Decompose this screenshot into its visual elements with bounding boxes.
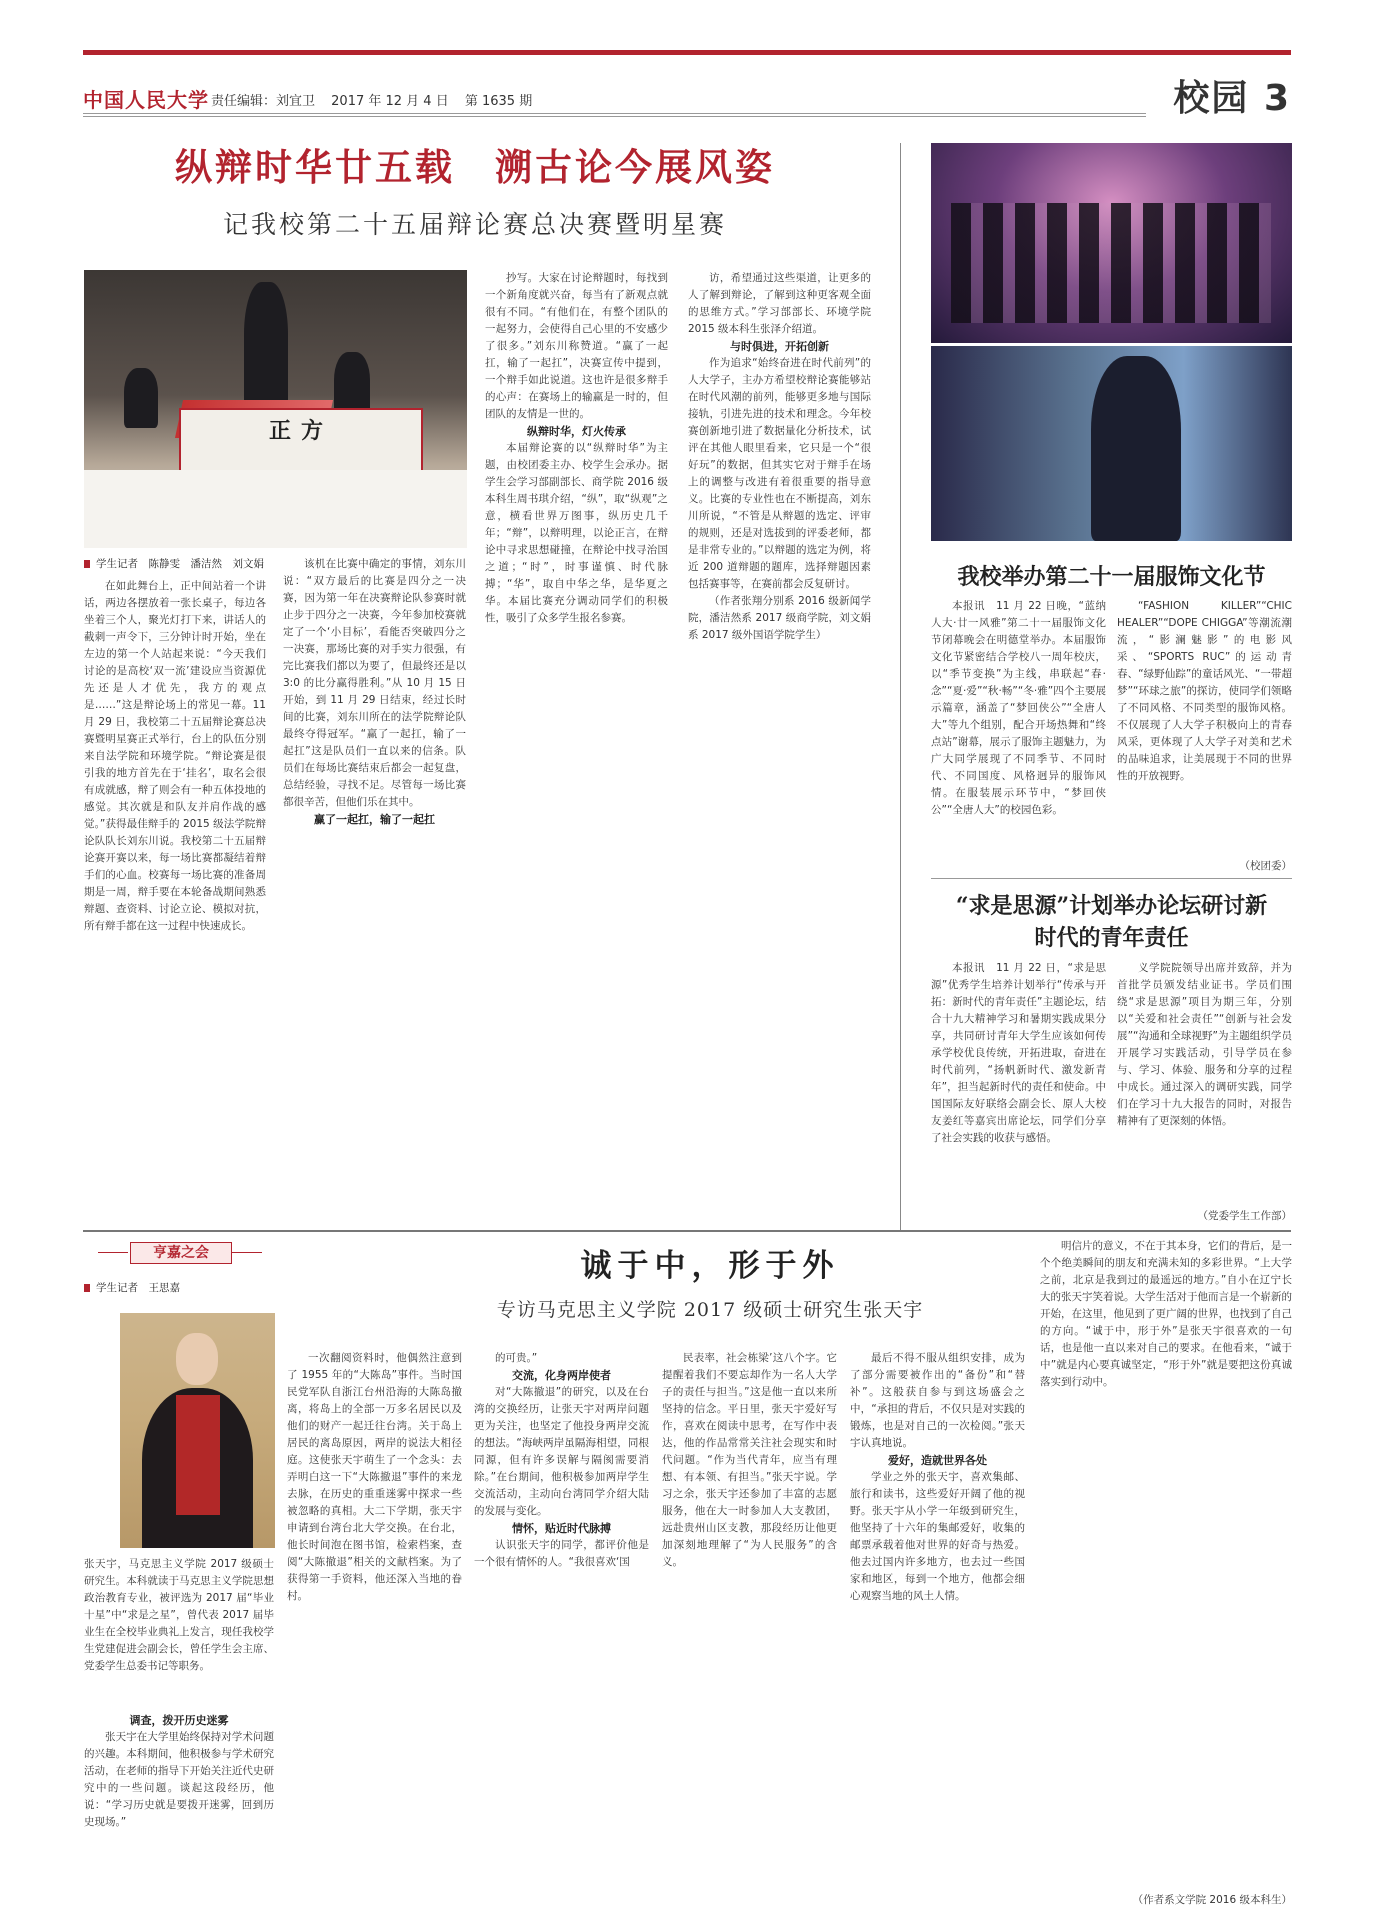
article3-title-line2: 时代的青年责任 (1034, 925, 1189, 951)
article4-col3 (474, 1350, 649, 1905)
article4-subhead-3: 情怀，贴近时代脉搏 (512, 1522, 611, 1535)
portrait-head (176, 1333, 218, 1385)
article1-col3 (485, 270, 668, 1228)
article1-col2 (283, 556, 466, 1228)
article4-col6-text: 明信片的意义，不在于其本身，它们的背后，是一个个绝美瞬间的朋友和充满未知的多彩世界。“上大学之前，北京是我到过的最遥远的地方。”自小在辽宁长大的张天宇笑着说。大学生活对于他而言是一个崭新的开始，在这里，他见到了更广阔的世界，也找到了自己的方向。“诚于中，形于外”是张天宇很喜欢的一句话，也是他一直以来对自己的要求。在他看来，“诚于中”就是内心要真诚坚定，“形于外”就是要把这份真诚落实到行动中。 (1040, 1240, 1292, 1388)
article3-title-line1: “求是思源”计划举办论坛研讨新 (955, 893, 1268, 919)
article3-col1-text: 本报讯 11 月 22 日，“求是思源”优秀学生培养计划举行“传承与开拓：新时代的青年责任”主题论坛，结合十九大精神学习和暑期实践成果分享，共同研讨青年大学生应该如何传承学校优良传统，开拓进取，奋进在时代前列，“扬帆新时代、激发新青年”，担当起新时代的责任和使命。中国国际友好联络会副会长、原人大校友姜红等嘉宾出席论坛，同学们分享了社会实践的收获与感悟。 (931, 962, 1106, 1144)
stage-table (84, 470, 467, 548)
article3-credit: （党委学生工作部） (1197, 1210, 1292, 1222)
article4-col6 (1040, 1238, 1292, 1888)
article4-subtitle: 专访马克思主义学院 2017 级硕士研究生张天宇 (496, 1299, 924, 1321)
article1-col1 (84, 578, 266, 1228)
article4-col4 (662, 1350, 837, 1905)
article4-col3b-text: 对“大陈撤退”的研究，以及在台湾的交换经历，让张天宇对两岸问题更为关注，也坚定了他投身两岸交流的想法。“海峡两岸虽隔海相望，同根同源，但有许多误解与隔阂需要消除。”在台期间，他积极参加两岸学生交流活动，主动向台湾同学介绍大陆的发展与变化。 (474, 1386, 649, 1517)
article1-credit: （作者张翔分别系 2016 级新闻学院，潘洁然系 2017 级商学院，刘文娟系 2017 级外国语学院学生） (688, 595, 871, 641)
masthead-meta (211, 90, 544, 109)
speaker-figure (244, 282, 288, 412)
article4-col1 (84, 1712, 274, 1902)
article1-col3-text: 抄写。大家在讨论辩题时，每找到一个新角度就兴奋，每当有了新观点就很有不同。“有他们在，有整个团队的一起努力，会使得自己心里的不安感少了很多。”刘东川称赞道。“赢了一起扛，输了一起扛”，决赛宣传中提到，一个辩手如此说道。这也许是很多辩手的心声：在赛场上的输赢是一时的，但团队的友情是一世的。 (485, 272, 668, 420)
article4-byline: 学生记者 王思嘉 (84, 1280, 180, 1295)
issue-date: 2017 年 12 月 4 日 (331, 94, 449, 109)
article2-col1 (931, 598, 1106, 870)
article1-subhead-3: 与时俱进，开拓创新 (730, 340, 829, 353)
article4-col5b-text: 学业之外的张天宇，喜欢集邮、旅行和读书，这些爱好开阔了他的视野。张天宇从小学一年级到研究生，他坚持了十六年的集邮爱好，收集的邮票承载着他对世界的好奇与热爱。他去过国内许多地方，也去过一些国家和地区，每到一个地方，他都会细心观察当地的风土人情。 (850, 1471, 1025, 1602)
portrait-photo (120, 1313, 275, 1548)
article4-col5-text: 最后不得不服从组织安排，成为了部分需要被作出的“备份”和“替补”。这般获自参与到这场盛会之中，“承担的背后，不仅只是对实践的锻炼，也是对自己的一次检阅。”张天宇认真地说。 (850, 1352, 1025, 1449)
article3-title (931, 890, 1292, 954)
masthead (83, 78, 1291, 118)
article4-col2-text: 一次翻阅资料时，他偶然注意到了 1955 年的“大陈岛”事件。当时国民党军队自浙江台州沿海的大陈岛撤离，将岛上的全部一万多名居民以及他们的财产一起迁往台湾。关于岛上居民的离岛原因，两岸的说法大相径庭。这使张天宇萌生了一个念头：去弄明白这一下“大陈撤退”事件的来龙去脉，在历史的重重迷雾中探求一些被忽略的真相。大二下学期，张天宇申请到台湾台北大学交换。在台北，他长时间泡在图书馆，检索档案，查阅“大陈撤退”相关的文献档案。为了获得第一手资料，他还深入当地的眷村。 (287, 1352, 462, 1602)
article2-title: 我校举办第二十一届服饰文化节 (957, 564, 1266, 590)
article1-col2-text: 该机在比赛中确定的事情，刘东川说：“双方最后的比赛是四分之一决赛，因为第一年在决赛辩论队参赛时就止步于四分之一决赛，今年参加校赛就定了一个‘小目标’，看能否突破四分之一决赛，那场比赛的对手实力很强，有完比赛我们都以为要了，但最终还是以 3:0 的比分赢得胜利。”从 10 月 15 日开始，到 11 月 29 日结束，经过长时间的比赛，刘东川所在的法学院辩论队最终夺得冠军。“赢了一起扛，输了一起扛”这是队员们一直以来的信条。队员们在每场比赛结束后都会一起复盘，总结经验，寻找不足。尽管每一场比赛都很辛苦，但他们乐在其中。 (283, 558, 466, 808)
column-tag-left-rule (98, 1252, 128, 1253)
article4-subhead-4: 爱好，造就世界各处 (888, 1454, 987, 1467)
column-tag (120, 1242, 240, 1264)
article4-col2 (287, 1350, 462, 1905)
newspaper-logo: 中国人民大学 (83, 88, 209, 112)
issue-number: 第 1635 期 (464, 94, 533, 109)
article1-subhead-2: 纵辩时华，灯火传承 (527, 425, 626, 438)
article4-col3c-text: 认识张天宇的同学，都评价他是一个很有情怀的人。“我很喜欢‘国 (474, 1539, 649, 1568)
editor-credit: 责任编辑：刘宜卫 (211, 94, 316, 109)
column-tag-right-rule (232, 1252, 262, 1253)
article4-col5 (850, 1350, 1025, 1905)
article3-col2-text: 义学院院领导出席并致辞，并为首批学员颁发结业证书。学员们围绕“求是思源”项目为期三年，分别以“关爱和社会责任”“创新与社会发展”“沟通和全球视野”为主题组织学员开展学习实践活动，引导学员在参与、学习、体验、服务和分享的过程中成长。通过深入的调研实践，同学们在学习十九大报告的同时，对报告精神有了更深刻的体悟。 (1117, 962, 1292, 1127)
article4-col3-text: 的可贵。” (495, 1352, 538, 1364)
article4-credit: （作者系文学院 2016 级本科生） (1132, 1894, 1292, 1906)
article4-col1-text: 张天宇在大学里始终保持对学术问题的兴趣。本科期间，他积极参与学术研究活动，在老师的指导下开始关注近代史研究中的一些问题。谈起这段经历，他说：“学习历史就是要拨开迷雾，回到历史现场。” (84, 1731, 274, 1828)
top-red-rule (83, 50, 1291, 55)
debate-photo (84, 270, 467, 548)
article1-subhead-1: 赢了一起扛，输了一起扛 (314, 813, 435, 826)
article2-col2-text: “FASHION KILLER”“CHIC HEALER”“DOPE CHIGGA”等潮流潮流，“影澜魅影”的电影风采、“SPORTS RUC”的运动青春、“绿野仙踪”的童话风光、“一带超梦”“环球之旅”的探访，使同学们领略了不同风格、不同类型的服饰风格。不仅展现了人大学子积极向上的青春风采，更体现了人大学子对美和艺术的品味追求，让美展现于不同的世界性的开放视野。 (1117, 600, 1292, 782)
article2-credit: （校团委） (1239, 860, 1292, 872)
portrait-caption: 张天宇，马克思主义学院 2017 级硕士研究生。本科就读于马克思主义学院思想政治教育专业，被评选为 2017 届“毕业十星”中“求是之星”，曾代表 2017 届毕业生在全校毕业典礼上发言，现任我校学生党建促进会副会长，曾任学生会主席、党委学生总委书记等职务。 (84, 1558, 274, 1672)
article3-col2 (1117, 960, 1292, 1205)
article4-subhead-2: 交流，化身两岸使者 (512, 1369, 611, 1382)
masthead-rule (83, 113, 1146, 114)
article2-col2 (1117, 598, 1292, 858)
article2-separator (931, 878, 1292, 879)
article1-col4-text: 访，希望通过这些渠道，让更多的人了解到辩论，了解到这种更客观全面的思维方式。”学习部部长、环境学院 2015 级本科生张泽介绍道。 (688, 272, 871, 335)
article3-col1 (931, 960, 1106, 1220)
article1-col1-text: 在如此舞台上，正中间站着一个讲话，两边各摆放着一张长桌子，每边各坐着三个人，聚光灯打下来，讲话人的截刺一声令下，三分钟计时开始，坐在左边的第一个人站起来说：“今天我们讨论的是高校‘双一流’建设应当资源优先还是人才优先，我方的观点是……”这是辩论场上的常见一幕。11 月 29 日，我校第二十五届辩论赛总决赛暨明星赛正式举行，台上的队伍分别来自法学院和环境学院。“辩论赛是很引我的地方首先在于‘挂名’，取名会很有成就感，辩了则会有一种五体投地的感觉。其次就是和队友并肩作战的感觉。”获得最佳辩手的 2015 级法学院辩论队队长刘东川说。我校第二十五届辩论赛开赛以来，每一场比赛都凝结着辩手们的心血。校赛每一场比赛的准备周期是一周，辩手要在本轮备战期间熟悉辩题、查资料、讨论立论、模拟对抗，所有辩手都在这一过程中快速成长。 (84, 580, 266, 932)
article1-byline: 学生记者 陈静雯 潘洁然 刘文娟 (84, 556, 264, 571)
article1-subtitle: 记我校第二十五届辩论赛总决赛暨明星赛 (222, 210, 727, 239)
debater-figure (124, 368, 158, 428)
article1-col3b-text: 本届辩论赛的以“纵辩时华”为主题，由校团委主办、校学生会承办。据学生会学习部副部长、商学院 2016 级本科生周书琪介绍，“纵”，取“纵观”之意，横看世界万图事，纵历史几千年；“辩”，以辩明理，以论正言，在辩论中寻求思想碰撞，在辩论中找寻治国之道；“时”，时事谨慎、时代脉搏；“华”，取自中华之华，是华夏之华。本届比赛充分调动同学们的积极性，吸引了众多学生报名参赛。 (485, 442, 668, 624)
model-figure (1091, 356, 1181, 541)
column-separator (900, 143, 901, 1231)
section-divider (83, 1230, 1291, 1232)
article1-title: 纵辩时华廿五载 溯古论今展风姿 (175, 145, 775, 189)
fashion-show-photo-2 (931, 346, 1292, 541)
fashion-show-photo-1 (931, 143, 1292, 343)
models-silhouettes (951, 203, 1271, 323)
article1-col4b-text: 作为追求“始终奋进在时代前列”的人大学子，主办方希望校辩论赛能够站在时代风潮的前列，能够更多地与国际接轨，引进先进的技术和理念。今年校赛创新地引进了数据量化分析技术，试评在其他人眼里看来，它只是一个“很好玩”的数据，但其实它对于辩手在场上的调整与改进有着很重要的指导意义。比赛的专业性也在不断提高，刘东川所说，“不管是从辩题的选定、评审的规则，还是对选拔到的评委老师，都是非常专业的。”以辩题的选定为例，将近 200 道辩题的题库，选择辩题因素包括赛事等，在赛前都会反复研讨。 (688, 357, 871, 590)
masthead-rule-2 (83, 116, 1146, 117)
article2-col1-text: 本报讯 11 月 22 日晚，“蓝纳人大·廿一风雅”第二十一届服饰文化节闭幕晚会在明德堂举办。本届服饰文化节紧密结合学校八一周年校庆，以“季节变换”为主线，串联起“春·念”“夏·爱”“秋·畅”“冬·雅”四个主要展示篇章，涵盖了“梦回侠公”“全唐人大”等九个组别，配合开场热舞和“终点站”谢幕，展示了服饰主题魅力，为广大同学展现了不同季节、不同时代、不同国度、风格迥异的服饰风情。在服装展示环节中，“梦回侠公”“全唐人大”的校园色彩。 (931, 600, 1106, 816)
page-section-label: 校园 3 (1173, 78, 1291, 119)
column-tag-label: 亨嘉之会 (130, 1242, 232, 1264)
article4-subhead-1: 调查，拨开历史迷雾 (129, 1714, 229, 1727)
article4-title: 诚于中，形于外 (580, 1248, 840, 1284)
banner-text: 正方 (268, 418, 333, 444)
article1-col4 (688, 270, 871, 1228)
graduation-sash (176, 1395, 220, 1515)
article4-col4-text: 民表率，社会栋梁’这八个字。它提醒着我们不要忘却作为一名人大学子的责任与担当。”这是他一直以来所坚持的信念。平日里，张天宇爱好写作，喜欢在阅读中思考，在写作中表达，他的作品常常关注社会现实和时代问题。“作为当代青年，应当有理想、有本领、有担当。”张天宇说。学习之余，张天宇还参加了丰富的志愿服务，他在大一时参加人大支教团，远赴贵州山区支教，那段经历让他更加深刻地理解了“为人民服务”的含义。 (662, 1352, 837, 1568)
